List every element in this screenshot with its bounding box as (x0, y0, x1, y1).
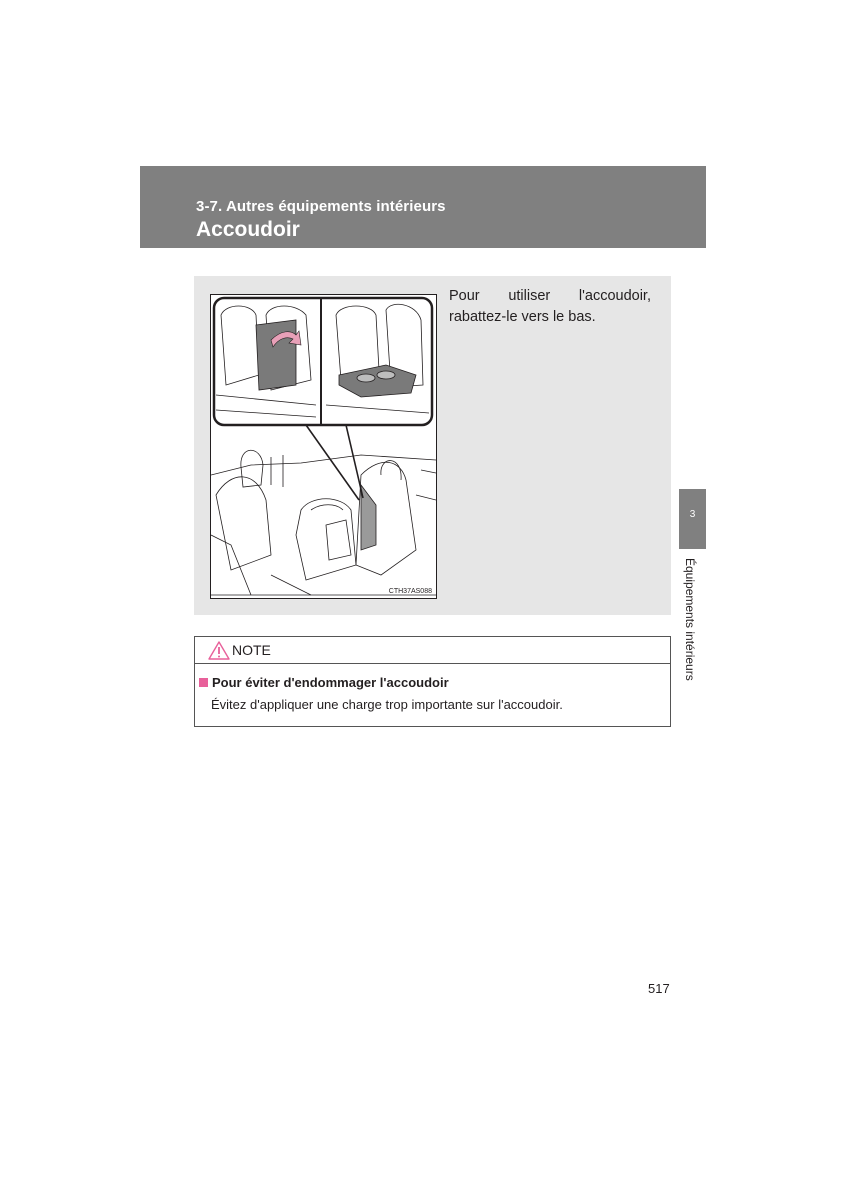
section-title: 3-7. Autres équipements intérieurs (196, 198, 446, 215)
content-panel (194, 276, 671, 615)
page-number: 517 (648, 981, 670, 996)
chapter-label: Équipements intérieurs (683, 558, 697, 681)
note-label: NOTE (232, 642, 271, 658)
note-subheading (199, 675, 449, 690)
note-header (195, 637, 670, 664)
section-header (140, 166, 706, 248)
instruction-text: Pour utiliser l'accoudoir, rabattez-le vers le bas. (449, 288, 651, 325)
note-box (194, 636, 671, 727)
note-body: Évitez d'appliquer une charge trop importante sur l'accoudoir. (211, 697, 563, 712)
warning-triangle-icon (208, 641, 230, 660)
armrest-illustration (210, 294, 437, 599)
note-subheading-text: Pour éviter d'endommager l'accoudoir (212, 675, 449, 690)
pink-square-bullet-icon (199, 678, 208, 687)
chapter-number: 3 (689, 509, 696, 520)
page-title: Accoudoir (196, 218, 300, 241)
figure-code: CTH37AS088 (388, 588, 432, 595)
rear-seats-scene (211, 450, 436, 595)
chapter-tab (679, 489, 706, 549)
seat-drawing (211, 295, 436, 598)
